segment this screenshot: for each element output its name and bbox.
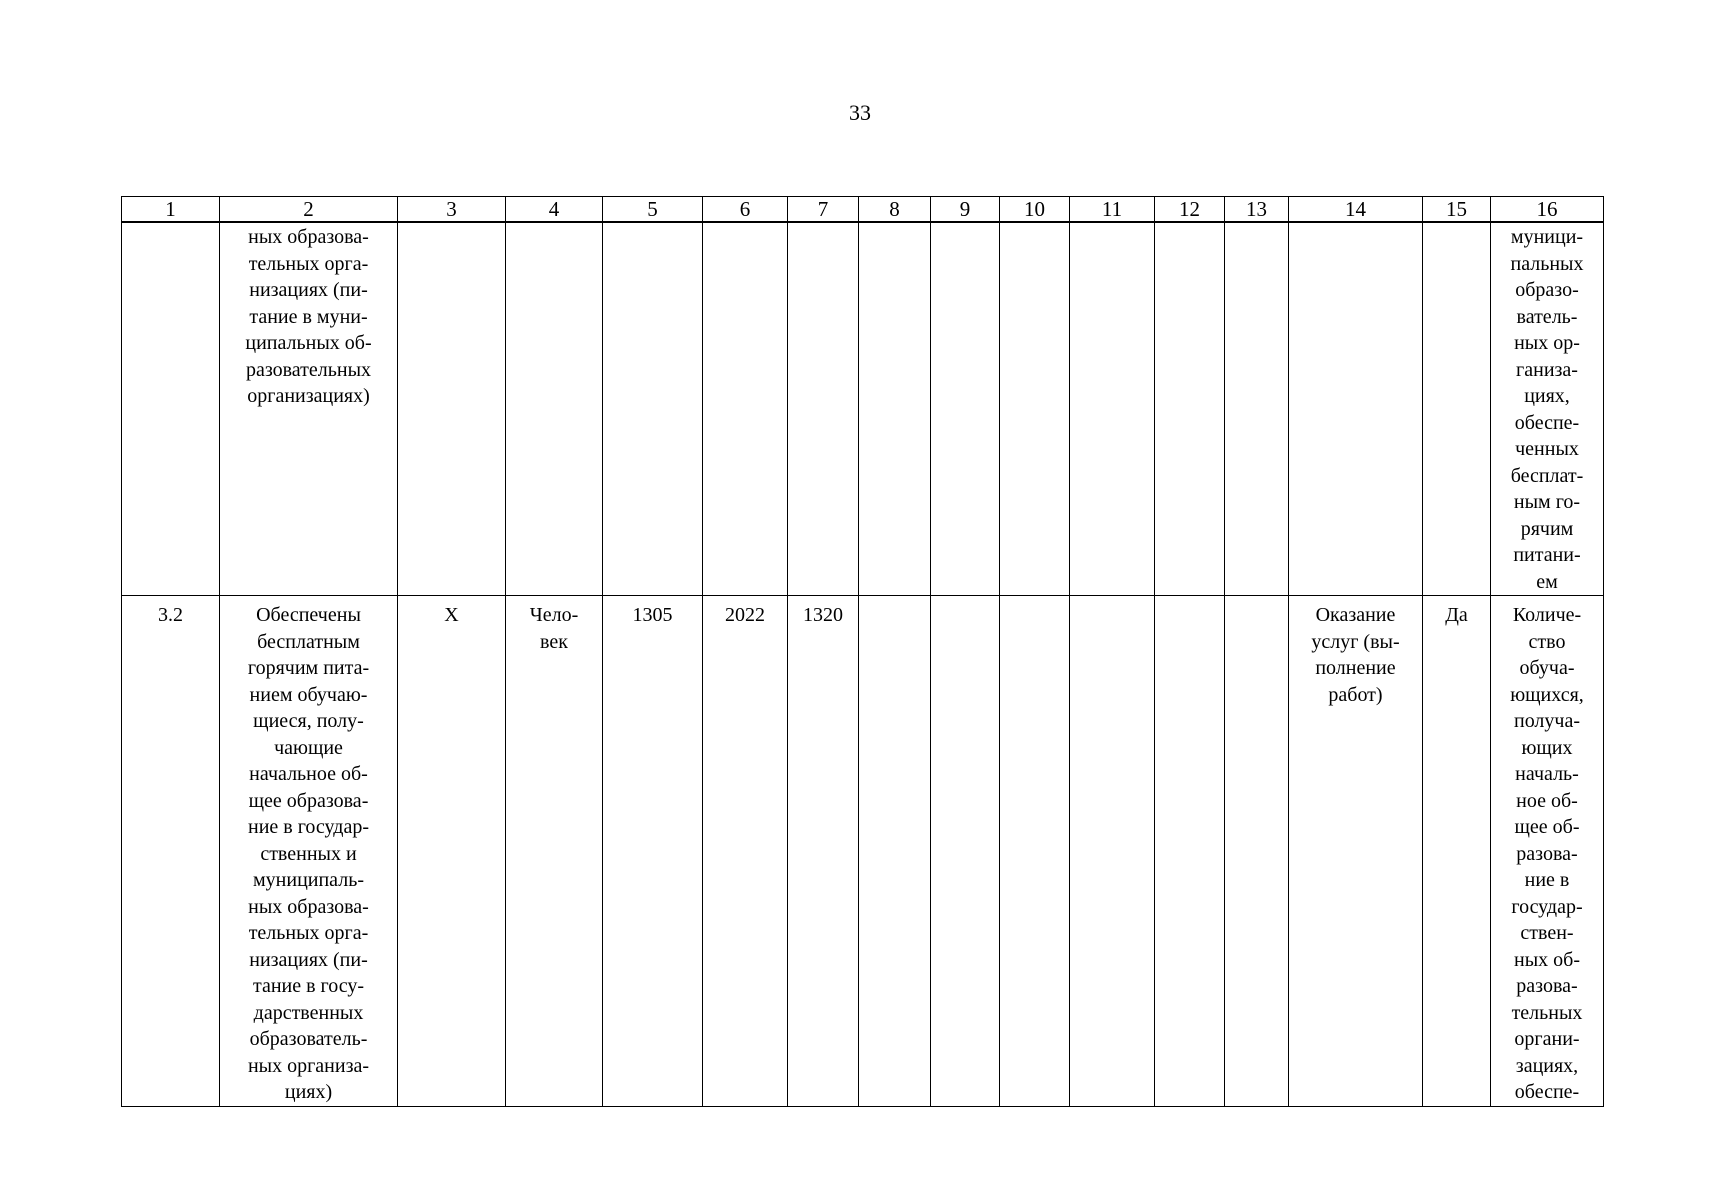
table-cell: 1320 (788, 596, 859, 1107)
table-cell (1070, 596, 1155, 1107)
header-cell: 16 (1491, 197, 1604, 223)
table-cell: Да (1423, 596, 1491, 1107)
table-cell (931, 596, 1000, 1107)
data-table (121, 196, 1604, 1107)
header-cell: 9 (931, 197, 1000, 223)
header-cell: 6 (703, 197, 788, 223)
header-cell: 5 (603, 197, 703, 223)
header-cell: 4 (506, 197, 603, 223)
table-cell: Обеспечены бесплатным горячим пита- нием обучаю- щиеся, полу- чающие начальное об- щее образова- ние в государ- ственных и муниципаль- ных образова- тельных орга- низациях (пи- тание в госу- дарственных образователь- ных организа- циях) (220, 596, 398, 1107)
header-cell: 10 (1000, 197, 1070, 223)
table-cell: Чело- век (506, 596, 603, 1107)
header-cell: 12 (1155, 197, 1225, 223)
table-cell (506, 222, 603, 596)
table-cell (603, 222, 703, 596)
header-cell: 15 (1423, 197, 1491, 223)
header-cell: 8 (859, 197, 931, 223)
table-cell: 2022 (703, 596, 788, 1107)
table-cell (788, 222, 859, 596)
table-cell (1155, 222, 1225, 596)
table-cell (859, 222, 931, 596)
header-cell: 11 (1070, 197, 1155, 223)
table-cell (1000, 222, 1070, 596)
table-cell: 3.2 (122, 596, 220, 1107)
table-cell: Оказание услуг (вы- полнение работ) (1289, 596, 1423, 1107)
header-cell: 7 (788, 197, 859, 223)
table-cell: 1305 (603, 596, 703, 1107)
table-cell: муници- пальных образо- ватель- ных ор- ганиза- циях, обеспе- ченных бесплат- ным го- рячим питани- ем (1491, 222, 1604, 596)
table-cell: ных образова- тельных орга- низациях (пи- тание в муни- ципальных об- разовательных организациях) (220, 222, 398, 596)
table-cell (859, 596, 931, 1107)
header-cell: 13 (1225, 197, 1289, 223)
table-cell (1155, 596, 1225, 1107)
table-cell (1423, 222, 1491, 596)
header-row (122, 197, 1604, 223)
table-cell (1225, 222, 1289, 596)
table-cell (703, 222, 788, 596)
table-cell: Х (398, 596, 506, 1107)
table-cell (398, 222, 506, 596)
page-number: 33 (849, 100, 871, 125)
header-cell: 2 (220, 197, 398, 223)
table-cell: Количе- ство обуча- ющихся, получа- ющих началь- ное об- щее об- разова- ние в государ- ствен- ных об- разова- тельных органи- зациях, обеспе- (1491, 596, 1604, 1107)
table-cell (1000, 596, 1070, 1107)
table-cell (1289, 222, 1423, 596)
table-cell (931, 222, 1000, 596)
table-cell (122, 222, 220, 596)
table-cell (1225, 596, 1289, 1107)
table-row (122, 596, 1604, 1107)
table-cell (1070, 222, 1155, 596)
header-cell: 1 (122, 197, 220, 223)
header-cell: 3 (398, 197, 506, 223)
table-row (122, 222, 1604, 596)
header-cell: 14 (1289, 197, 1423, 223)
